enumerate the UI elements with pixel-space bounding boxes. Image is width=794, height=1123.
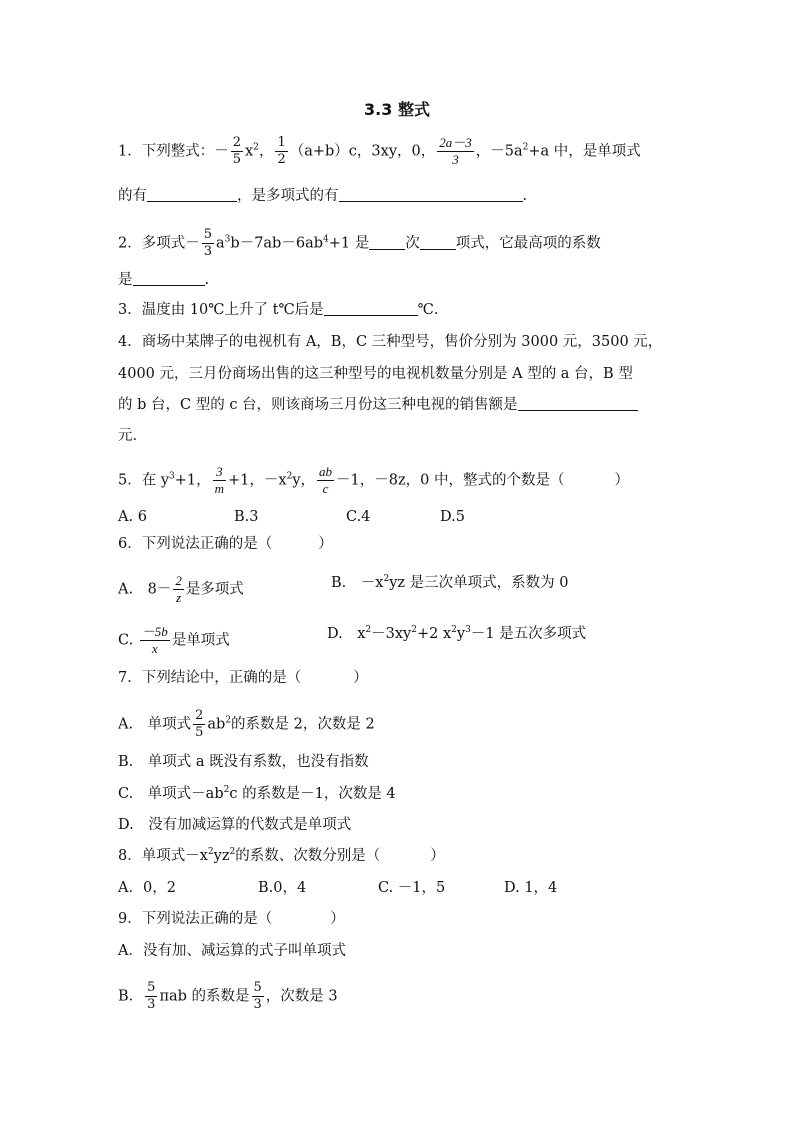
q9-b-fraction-1 (145, 980, 157, 1013)
q9-stem-text: 9．下列说法正确的是（ (118, 911, 273, 927)
q1-line2-c: . (522, 188, 528, 204)
page-title: 3.3 整式 (364, 100, 430, 119)
q8-stem-end: ） (430, 848, 445, 864)
q9-b-mid: πab 的系数是 (159, 988, 250, 1005)
q5-f2-num: ab (319, 464, 333, 479)
q9-b-f2-den: 3 (253, 997, 262, 1012)
q9-b-fraction-2 (252, 980, 264, 1013)
q2-f-num: 5 (203, 227, 213, 242)
q6-d-4: y (456, 626, 466, 642)
q7-a-fraction (193, 708, 205, 741)
q1-fraction-1 (231, 135, 243, 168)
q8-sup-2: 2 (229, 847, 236, 857)
q2-is: +1 是 (328, 235, 370, 252)
q7-option-a[interactable] (118, 708, 375, 741)
q9-b-pre: B． (118, 988, 144, 1005)
q5-option-a[interactable]: A. 6 (118, 509, 147, 525)
q9-option-b[interactable] (118, 980, 338, 1013)
q1-sep: ， (258, 143, 274, 160)
q1-line2-b: ，是多项式的有 (237, 188, 339, 204)
q9-b-post: ，次数是 3 (265, 988, 338, 1005)
q1-x: x (245, 143, 254, 160)
q5-t4: －1，－8z，0 中，整式的个数是（ (336, 472, 565, 489)
question-2-line-2 (118, 270, 209, 290)
q1-blank-monomial[interactable] (147, 187, 237, 202)
q5-t1: +1， (174, 472, 211, 489)
q6-c-den: x (151, 641, 158, 656)
q4-blank[interactable] (518, 396, 638, 411)
q9-b-f1-num: 5 (147, 980, 156, 995)
q7-a-post2: 的系数是 2，次数是 2 (231, 716, 375, 733)
q2-sup-4: 4 (323, 234, 329, 245)
question-6-stem (118, 534, 333, 554)
q6-option-a[interactable] (118, 573, 244, 606)
q5-t2: +1，－x (228, 472, 287, 489)
question-1-line-1 (118, 135, 641, 168)
q5-t5: ） (614, 472, 629, 489)
q1-tail2: +a 中，是单项式 (528, 143, 641, 160)
q7-c-sup: 2 (223, 785, 230, 795)
q1-sup-2b: 2 (522, 142, 529, 153)
q2-a: a (216, 235, 225, 252)
question-1-line-2 (118, 186, 527, 206)
question-4-line-3 (118, 395, 638, 415)
question-4-line-1: 4．商场中某牌子的电视机有 A，B，C 三种型号，售价分别为 3000 元，3500 元， (118, 334, 663, 350)
q5-f1-den: m (214, 481, 225, 496)
q3-tail: ℃. (417, 302, 439, 318)
q5-fraction-2 (317, 464, 334, 497)
question-4-line-2: 4000 元，三月份商场出售的这三种型号的电视机数量分别是 A 型的 a 台，B 型 (118, 366, 633, 382)
q1-lead: 下列整式： (141, 143, 215, 160)
q9-b-f2-num: 5 (253, 980, 262, 995)
question-5 (118, 464, 629, 497)
q6-d-sup2: 2 (411, 625, 417, 635)
q6-a-den: z (176, 590, 182, 605)
q2-blank-coefficient[interactable] (133, 271, 205, 286)
q2-tail: 项式，它最高项的系数 (455, 235, 601, 252)
q2-number: 2． (118, 235, 142, 252)
q8-option-b[interactable]: B.0，4 (258, 880, 307, 896)
q2-lead: 多项式－ (141, 235, 200, 252)
q1-f2-den: 2 (277, 152, 286, 167)
q9-b-f1-den: 3 (147, 997, 156, 1012)
q1-f1-num: 2 (232, 135, 242, 150)
q6-d-sup3: 2 (451, 625, 457, 635)
q2-line2-b: . (204, 272, 210, 288)
q6-c-num: －5b (141, 624, 168, 639)
q6-d-2: －3xy (371, 626, 412, 642)
q8-option-c[interactable]: C. －1，5 (378, 880, 446, 896)
q7-a-pre: A. 单项式 (118, 716, 192, 733)
q8-option-d[interactable]: D. 1，4 (504, 880, 558, 896)
q7-option-c[interactable] (118, 784, 396, 804)
q6-stem-end: ） (318, 536, 333, 552)
q5-sup-3: 3 (169, 471, 175, 482)
q1-fraction-2 (275, 135, 287, 168)
q2-sup-3: 3 (224, 234, 231, 245)
q2-f-den: 3 (203, 244, 213, 259)
q1-f3-num: 2a－3 (439, 135, 472, 150)
q5-f2-den: c (322, 481, 329, 496)
q1-sup-2: 2 (253, 142, 259, 153)
q1-number: 1． (118, 143, 142, 160)
q2-ci: 次 (405, 235, 420, 252)
q6-b-pre: B. －x (331, 575, 384, 591)
q6-c-fraction (140, 624, 170, 657)
q8-sup-1: 2 (207, 847, 214, 857)
q7-stem-end: ） (353, 670, 368, 686)
q2-blank-terms[interactable] (420, 235, 456, 250)
q7-a-num: 2 (195, 708, 204, 723)
q8-option-a[interactable]: A．0，2 (118, 880, 176, 896)
question-7-stem (118, 668, 368, 688)
q2-fraction (202, 227, 214, 260)
q3-blank[interactable] (324, 301, 418, 316)
q5-t3: y， (292, 472, 316, 489)
q8-stem-3: 的系数、次数分别是（ (235, 848, 381, 864)
q6-a-post: 是多项式 (185, 581, 244, 598)
question-2-line-1 (118, 227, 601, 260)
q6-a-fraction (173, 573, 184, 606)
q5-option-c[interactable]: C.4 (346, 509, 371, 525)
q5-option-b[interactable]: B.3 (234, 509, 259, 525)
q7-option-b[interactable]: B. 单项式 a 既没有系数，也没有指数 (118, 754, 369, 770)
q7-a-sup: 2 (225, 715, 232, 726)
q1-fraction-3 (437, 135, 474, 168)
q1-f3-den: 3 (452, 152, 459, 167)
q1-f2-num: 1 (277, 135, 286, 150)
q4-line3-text: 的 b 台，C 型的 c 台，则该商场三月份这三种电视的销售额是 (118, 397, 518, 413)
q5-option-d[interactable]: D.5 (440, 509, 465, 525)
q7-c-pre: C. 单项式－ab (118, 786, 224, 802)
q6-option-c[interactable] (118, 624, 230, 657)
q1-blank-polynomial[interactable] (339, 187, 523, 202)
q6-d-3: +2 x (416, 626, 452, 642)
q7-a-post: ab (207, 716, 226, 733)
question-9-stem (118, 909, 345, 929)
question-4-line-4: 元. (118, 428, 138, 444)
q6-b-post: yz 是三次单项式，系数为 0 (389, 575, 569, 591)
q6-option-d[interactable] (327, 624, 586, 644)
q6-option-b[interactable] (331, 573, 568, 593)
q6-b-sup: 2 (383, 574, 390, 584)
question-8-stem (118, 846, 445, 866)
q6-c-pre: C. (118, 632, 134, 649)
q5-f1-num: 3 (213, 464, 226, 481)
q1-minus: － (214, 143, 229, 160)
q6-stem-text: 6．下列说法正确的是（ (118, 536, 273, 552)
q5-sup-2: 2 (286, 471, 293, 482)
q7-option-d[interactable]: D. 没有加减运算的代数式是单项式 (118, 817, 352, 833)
q6-d-5: －1 是五次多项式 (470, 626, 587, 642)
q1-tail: ，－5a (475, 143, 523, 160)
q2-terms: b－7ab－6ab (230, 235, 323, 252)
q6-a-pre: A. 8－ (118, 581, 172, 598)
q6-a-num: 2 (175, 573, 182, 588)
q8-stem-1: 8．单项式－x (118, 848, 208, 864)
q3-text: 3．温度由 10℃上升了 t℃后是 (118, 302, 324, 318)
q1-line2-a: 的有 (118, 188, 147, 204)
q1-terms: （a+b）c，3xy，0， (289, 143, 436, 160)
q7-stem-text: 7．下列结论中，正确的是（ (118, 670, 302, 686)
question-3 (118, 300, 439, 320)
q7-a-den: 5 (195, 725, 204, 740)
q7-c-post: c 的系数是－1，次数是 4 (229, 786, 396, 802)
q2-blank-degree[interactable] (369, 235, 405, 250)
q6-c-post: 是单项式 (171, 632, 230, 649)
q2-line2-a: 是 (118, 272, 133, 288)
q5-lead: 5．在 y (118, 472, 170, 489)
q6-d-1: D. x (327, 626, 366, 642)
q9-stem-end: ） (330, 911, 345, 927)
q6-d-sup1: 2 (365, 625, 372, 635)
q9-option-a[interactable]: A．没有加、减运算的式子叫单项式 (118, 943, 346, 959)
q8-stem-2: yz (213, 848, 230, 864)
q5-fraction-1 (213, 464, 226, 497)
q6-d-sup4: 3 (465, 625, 471, 635)
q1-f1-den: 5 (232, 152, 242, 167)
